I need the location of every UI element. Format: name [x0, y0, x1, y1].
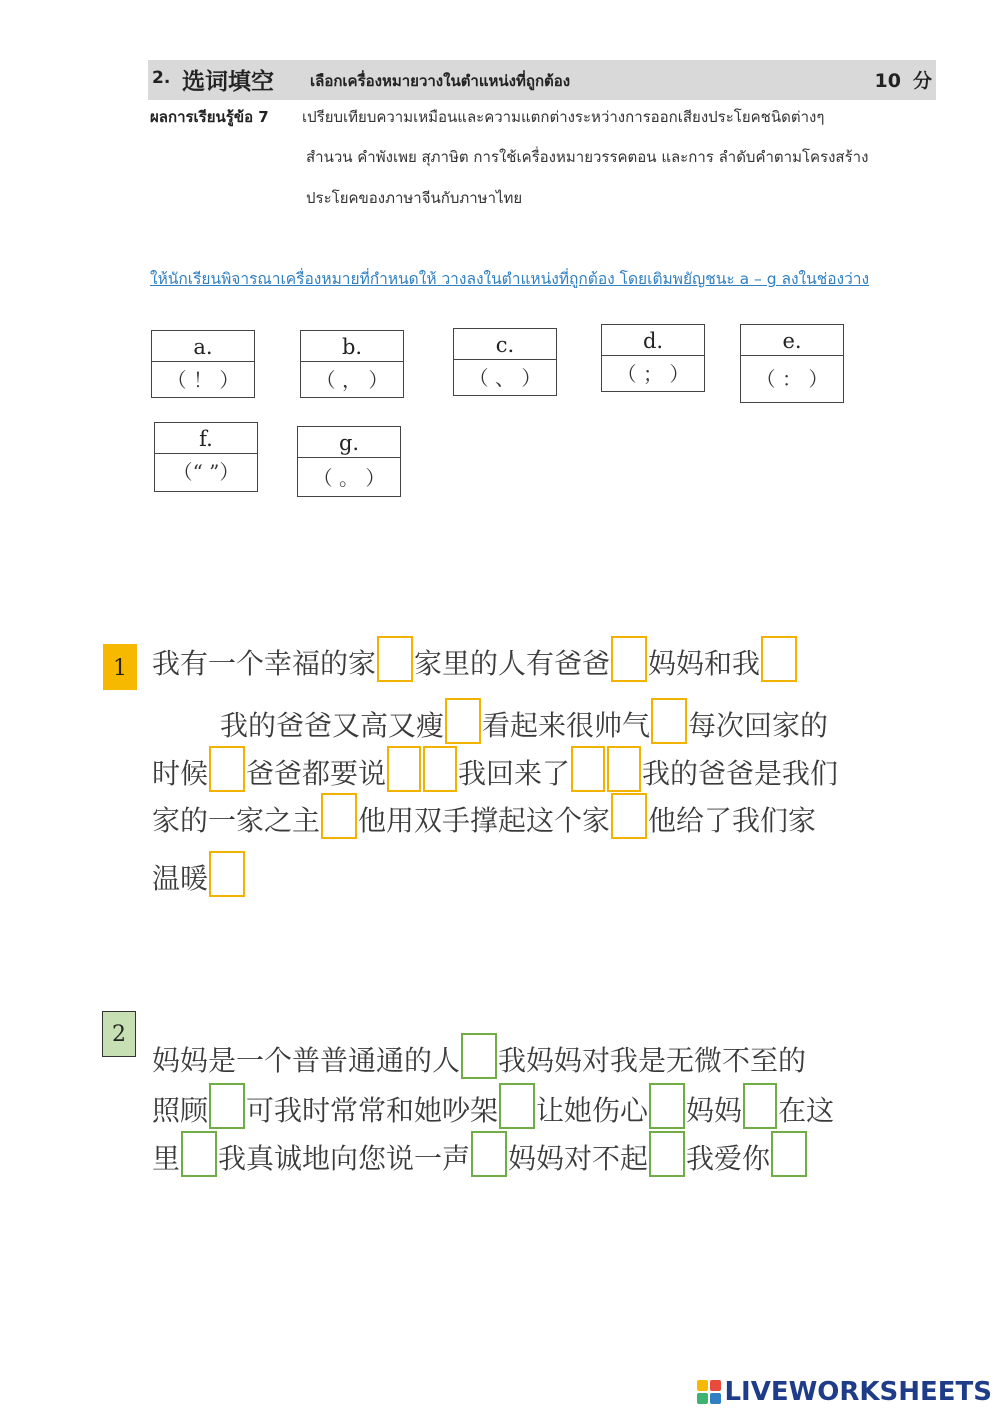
- text-segment: 他用双手撑起这个家: [358, 804, 611, 837]
- text-segment: 妈妈是一个普普通通的人: [152, 1044, 461, 1077]
- answer-blank[interactable]: [445, 698, 481, 744]
- answer-blank[interactable]: [499, 1083, 535, 1129]
- text-segment: 我回来了: [458, 757, 571, 790]
- option-letter: g.: [298, 427, 400, 458]
- learning-outcome-line-1: เปรียบเทียบความเหมือนและความแตกต่างระหว่างการออกเสียงประโยคชนิดต่างๆ: [302, 108, 825, 126]
- directive-text: ให้นักเรียนพิจารณาเครื่องหมายที่กำหนดให้ วางลงในตำแหน่งที่ถูกต้อง โดยเติมพยัญชนะ a – g ลงในช่องว่าง: [150, 270, 870, 288]
- answer-blank[interactable]: [321, 793, 357, 839]
- section-header: [148, 60, 936, 100]
- option-f[interactable]: [154, 422, 258, 492]
- text-segment: 他给了我们家: [648, 804, 817, 837]
- text-segment: 家里的人有爸爸: [414, 647, 611, 680]
- text-segment: 我的爸爸又高又瘦: [220, 709, 445, 742]
- answer-blank[interactable]: [651, 698, 687, 744]
- answer-blank[interactable]: [461, 1033, 497, 1079]
- text-segment: 照顾: [152, 1094, 209, 1127]
- answer-blank[interactable]: [611, 636, 647, 682]
- question-2-line-1: [152, 1037, 806, 1085]
- learning-outcome-line-3: ประโยคของภาษาจีนกับภาษาไทย: [306, 189, 523, 207]
- answer-blank[interactable]: [607, 746, 641, 792]
- text-segment: 可我时常常和她吵架: [246, 1094, 499, 1127]
- option-d[interactable]: [601, 324, 705, 392]
- text-segment: 我真诚地向您说一声: [218, 1142, 471, 1175]
- question-2-line-3: [152, 1135, 808, 1183]
- answer-blank[interactable]: [649, 1083, 685, 1129]
- question-1-line-1: [152, 640, 798, 688]
- answer-blank[interactable]: [377, 636, 413, 682]
- option-mark: （ ； ）: [616, 362, 690, 386]
- question-1-line-3: [152, 750, 838, 798]
- text-segment: 我妈妈对我是无微不至的: [498, 1044, 807, 1077]
- score: [875, 66, 932, 93]
- option-letter: a.: [152, 331, 254, 362]
- answer-blank[interactable]: [181, 1131, 217, 1177]
- section-instruction: เลือกเครื่องหมายวางในตำแหน่งที่ถูกต้อง: [310, 72, 571, 90]
- answer-blank[interactable]: [209, 1083, 245, 1129]
- text-segment: 让她伤心: [536, 1094, 649, 1127]
- answer-blank[interactable]: [571, 746, 605, 792]
- liveworksheets-icon: [697, 1380, 721, 1404]
- option-b[interactable]: [300, 330, 404, 398]
- liveworksheets-logo: [697, 1377, 992, 1407]
- option-a[interactable]: [151, 330, 255, 398]
- option-letter: c.: [454, 329, 556, 360]
- text-segment: 在这: [778, 1094, 835, 1127]
- option-mark: （ ， ）: [315, 368, 389, 392]
- learning-outcome-line-2: สำนวน คำพังเพย สุภาษิต การใช้เครื่องหมายวรรคตอน และการ ลำดับคำตามโครงสร้าง: [306, 148, 869, 166]
- answer-blank[interactable]: [209, 746, 245, 792]
- option-mark: （ 。 ）: [312, 466, 386, 490]
- option-g[interactable]: [297, 426, 401, 497]
- answer-blank[interactable]: [771, 1131, 807, 1177]
- question-1-number: 1: [103, 644, 137, 690]
- text-segment: 家的一家之主: [152, 804, 321, 837]
- text-segment: 每次回家的: [688, 709, 829, 742]
- text-segment: 妈妈: [686, 1094, 743, 1127]
- text-segment: 我有一个幸福的家: [152, 647, 377, 680]
- answer-blank[interactable]: [649, 1131, 685, 1177]
- question-2-number: 2: [102, 1011, 136, 1057]
- answer-blank[interactable]: [387, 746, 421, 792]
- text-segment: 我爱你: [686, 1142, 771, 1175]
- text-segment: 妈妈和我: [648, 647, 761, 680]
- option-e[interactable]: [740, 324, 844, 403]
- answer-blank[interactable]: [611, 793, 647, 839]
- answer-blank[interactable]: [209, 851, 245, 897]
- text-segment: 里: [152, 1142, 181, 1175]
- score-unit: 分: [912, 70, 932, 92]
- brand-name: LIVEWORKSHEETS: [724, 1377, 992, 1407]
- question-2-line-2: [152, 1087, 834, 1135]
- option-mark: （“ ”）: [172, 460, 240, 484]
- text-segment: 看起来很帅气: [482, 709, 651, 742]
- text-segment: 爸爸都要说: [246, 757, 387, 790]
- section-number: 2.: [152, 68, 171, 88]
- text-segment: 妈妈对不起: [508, 1142, 649, 1175]
- option-mark: （ 、 ）: [468, 366, 542, 390]
- question-1-line-2: [220, 702, 828, 750]
- learning-outcome-label: ผลการเรียนรู้ข้อ 7: [150, 108, 269, 126]
- answer-blank[interactable]: [471, 1131, 507, 1177]
- answer-blank[interactable]: [761, 636, 797, 682]
- answer-blank[interactable]: [743, 1083, 777, 1129]
- text-segment: 温暖: [152, 862, 209, 895]
- question-1-line-5: [152, 855, 246, 903]
- option-letter: b.: [301, 331, 403, 362]
- text-segment: 我的爸爸是我们: [642, 757, 839, 790]
- option-mark: （ ： ）: [755, 367, 829, 391]
- score-value: 10: [874, 70, 901, 92]
- answer-blank[interactable]: [423, 746, 457, 792]
- option-letter: f.: [155, 423, 257, 454]
- question-1-line-4: [152, 797, 816, 845]
- option-c[interactable]: [453, 328, 557, 396]
- option-mark: （ ！ ）: [166, 368, 240, 392]
- option-letter: e.: [741, 325, 843, 356]
- section-title: 选词填空: [182, 68, 274, 95]
- option-letter: d.: [602, 325, 704, 356]
- text-segment: 时候: [152, 757, 209, 790]
